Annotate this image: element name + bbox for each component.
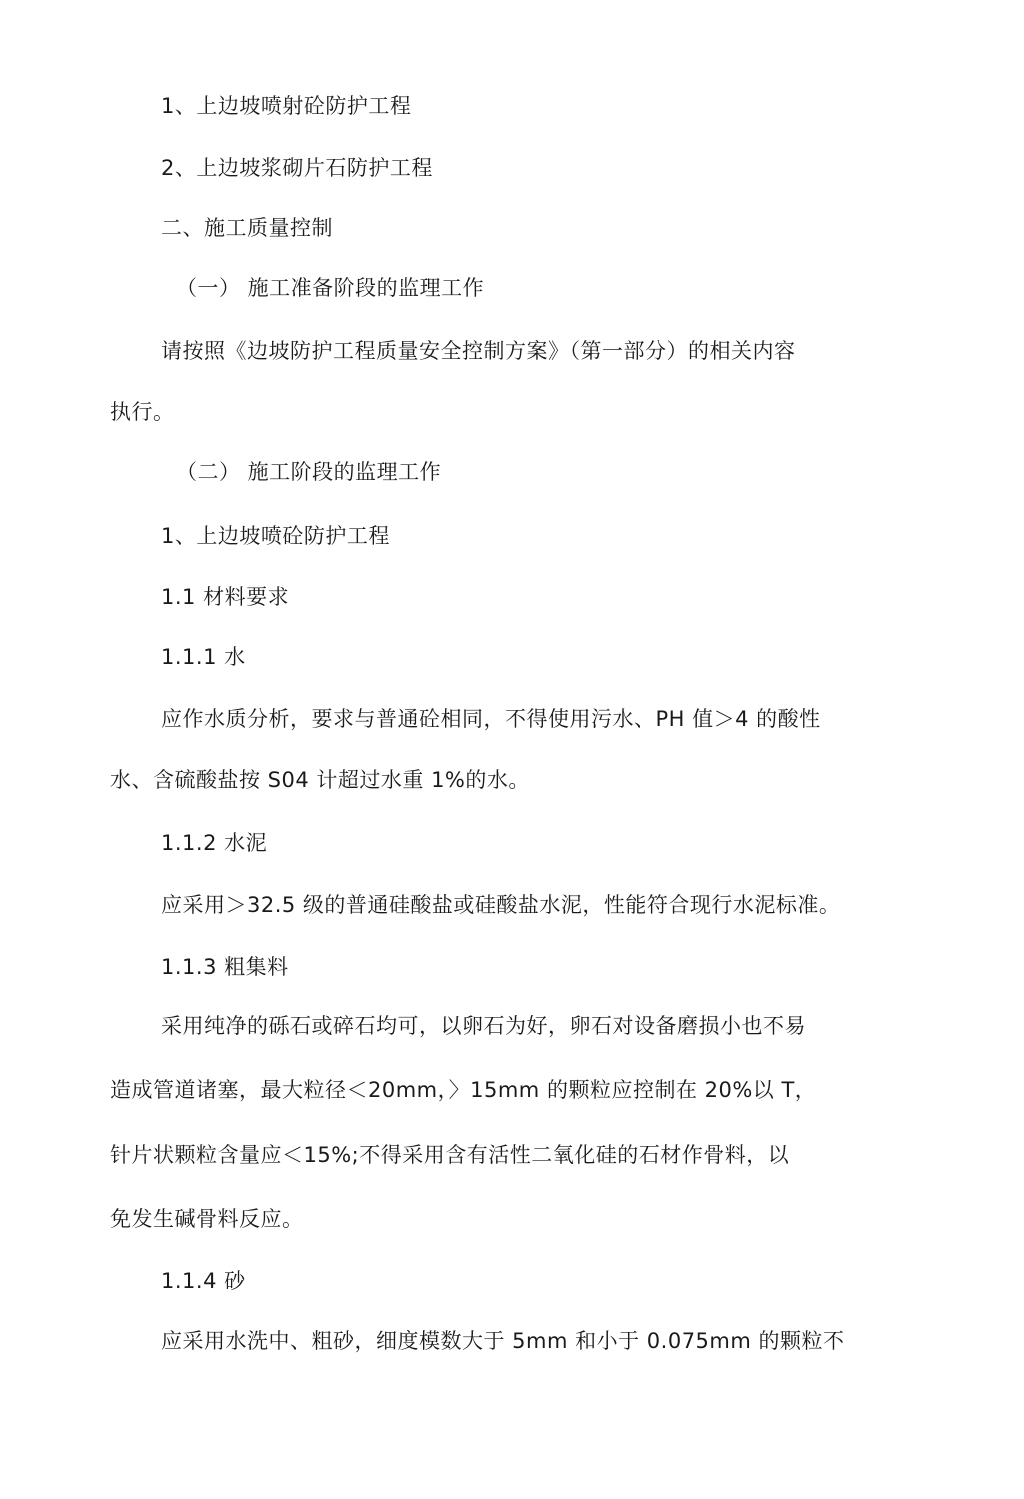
heading-item: 1、上边坡喷砼防护工程 [161,524,390,548]
heading-material-reqs: 1.1 材料要求 [161,585,290,609]
paragraph-line: 针片状颗粒含量应＜15%;不得采用含有活性二氧化硅的石材作骨料，以 [110,1143,790,1167]
heading-item-1: 1、上边坡喷射砼防护工程 [161,94,412,118]
paragraph-line: 应作水质分析，要求与普通砼相同，不得使用污水、PH 值＞4 的酸性 [161,707,821,731]
heading-item-2: 2、上边坡浆砌片石防护工程 [161,156,433,180]
heading-coarse-aggregate: 1.1.3 粗集料 [161,955,289,979]
paragraph-line: 执行。 [110,400,175,424]
section-heading: 二、施工质量控制 [161,216,333,240]
heading-sand: 1.1.4 砂 [161,1269,246,1293]
subsection-heading-2: （二） 施工阶段的监理工作 [176,460,442,484]
heading-cement: 1.1.2 水泥 [161,831,268,855]
heading-water: 1.1.1 水 [161,645,246,669]
paragraph-line: 采用纯净的砾石或碎石均可，以卵石为好，卵石对设备磨损小也不易 [161,1014,806,1038]
paragraph-line: 请按照《边坡防护工程质量安全控制方案》（第一部分）的相关内容 [161,339,796,363]
subsection-heading-1: （一） 施工准备阶段的监理工作 [176,276,485,300]
paragraph-line: 免发生碱骨料反应。 [110,1207,304,1231]
paragraph-line: 应采用＞32.5 级的普通硅酸盐或硅酸盐水泥，性能符合现行水泥标准。 [161,893,841,917]
paragraph-line: 造成管道诸塞，最大粒径＜20mm，〉15mm 的颗粒应控制在 20%以 T， [110,1078,817,1102]
paragraph-line: 应采用水洗中、粗砂，细度模数大于 5mm 和小于 0.075mm 的颗粒不 [161,1329,845,1353]
paragraph-line: 水、含硫酸盐按 S04 计超过水重 1%的水。 [110,768,530,792]
